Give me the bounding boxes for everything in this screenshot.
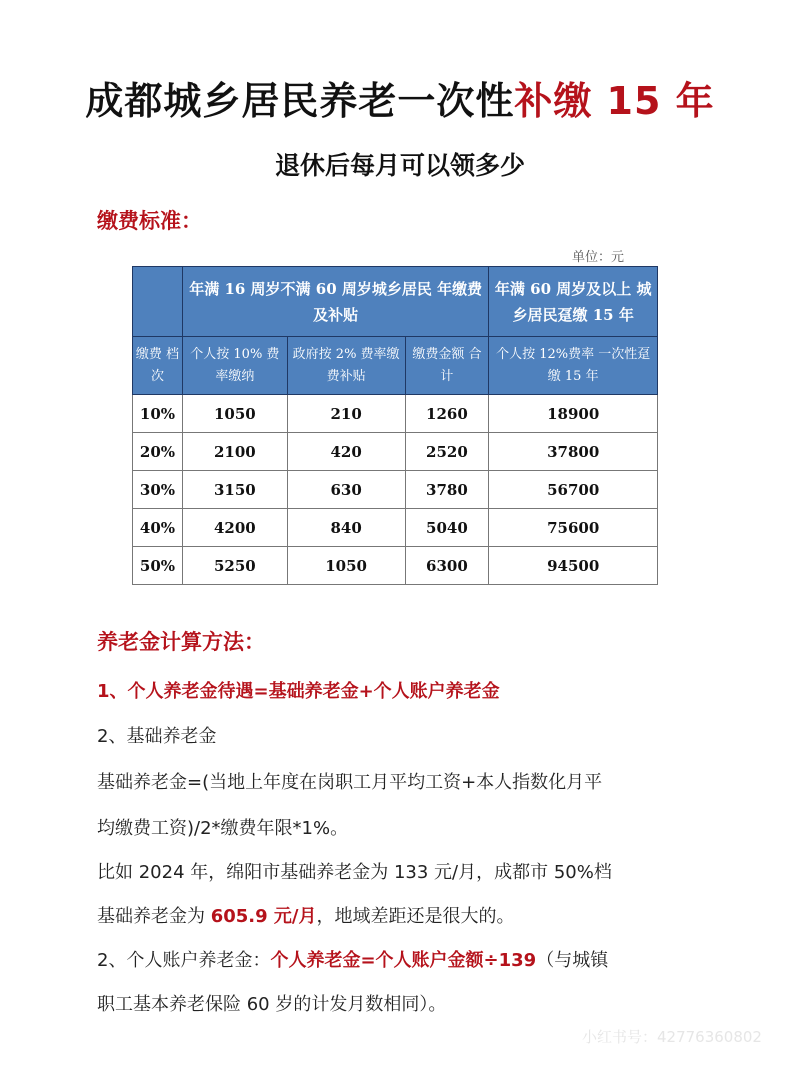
col-header-personal: 个人按 10% 费率缴纳 xyxy=(182,337,287,395)
cell-level: 20% xyxy=(133,433,183,471)
example-line-a: 比如 2024 年，绵阳市基础养老金为 133 元/月，成都市 50%档 xyxy=(97,862,612,883)
cell-total: 6300 xyxy=(405,547,489,585)
example-pre: 基础养老金为 xyxy=(97,906,211,927)
cell-subsidy: 420 xyxy=(287,433,405,471)
example-line-b xyxy=(97,902,515,928)
table-row xyxy=(133,395,658,433)
fee-standard-heading: 缴费标准： xyxy=(97,209,202,233)
cell-total: 5040 xyxy=(405,509,489,547)
col-header-total: 缴费金额 合计 xyxy=(405,337,489,395)
cell-personal: 2100 xyxy=(182,433,287,471)
cell-level: 40% xyxy=(133,509,183,547)
example-highlight: 605.9 元/月 xyxy=(210,906,317,927)
page-subtitle: 退休后每月可以领多少 xyxy=(274,151,525,180)
page-title xyxy=(0,70,800,125)
group-header-annual: 年满 16 周岁不满 60 周岁城乡居民 年缴费及补贴 xyxy=(182,267,488,337)
personal-pre: 2、个人账户养老金： xyxy=(97,950,271,971)
table-row xyxy=(133,509,658,547)
cell-lumpsum: 18900 xyxy=(489,395,658,433)
personal-post: （与城镇 xyxy=(536,950,609,971)
cell-personal: 3150 xyxy=(182,471,287,509)
cell-total: 1260 xyxy=(405,395,489,433)
formula-line-1: 1、个人养老金待遇=基础养老金+个人账户养老金 xyxy=(97,681,500,702)
cell-total: 3780 xyxy=(405,471,489,509)
cell-subsidy: 1050 xyxy=(287,547,405,585)
table-row xyxy=(133,471,658,509)
cell-subsidy: 630 xyxy=(287,471,405,509)
example-post: ，地域差距还是很大的。 xyxy=(316,906,515,927)
table-row xyxy=(133,433,658,471)
col-header-lumpsum: 个人按 12%费率 一次性趸缴 15 年 xyxy=(489,337,658,395)
cell-lumpsum: 56700 xyxy=(489,471,658,509)
cell-lumpsum: 75600 xyxy=(489,509,658,547)
cell-subsidy: 210 xyxy=(287,395,405,433)
col-header-level: 缴费 档次 xyxy=(133,337,183,395)
cell-personal: 4200 xyxy=(182,509,287,547)
fee-table xyxy=(132,266,658,585)
group-header-empty xyxy=(133,267,183,337)
cell-total: 2520 xyxy=(405,433,489,471)
col-header-subsidy: 政府按 2% 费率缴费补贴 xyxy=(287,337,405,395)
personal-account-line-b: 职工基本养老保险 60 岁的计发月数相同）。 xyxy=(97,994,447,1015)
basic-pension-formula-b: 均缴费工资)/2*缴费年限*1%。 xyxy=(97,818,349,839)
cell-level: 50% xyxy=(133,547,183,585)
title-black: 成都城乡居民养老一次性 xyxy=(85,79,515,123)
cell-lumpsum: 37800 xyxy=(489,433,658,471)
cell-personal: 1050 xyxy=(182,395,287,433)
cell-subsidy: 840 xyxy=(287,509,405,547)
table-row xyxy=(133,547,658,585)
personal-formula-highlight: 个人养老金=个人账户金额÷139 xyxy=(270,950,537,971)
group-header-lumpsum: 年满 60 周岁及以上 城乡居民趸缴 15 年 xyxy=(489,267,658,337)
cell-level: 10% xyxy=(133,395,183,433)
cell-personal: 5250 xyxy=(182,547,287,585)
basic-pension-formula-a: 基础养老金=(当地上年度在岗职工月平均工资+本人指数化月平 xyxy=(97,772,603,793)
calc-method-heading: 养老金计算方法： xyxy=(97,630,265,654)
title-red: 补缴 15 年 xyxy=(514,79,715,123)
personal-account-line-a xyxy=(97,946,608,972)
watermark: 小红书号：4277636080​2 xyxy=(582,1028,762,1046)
unit-label: 单位：元 xyxy=(572,250,625,265)
basic-pension-label: 2、基础养老金 xyxy=(97,726,217,747)
cell-level: 30% xyxy=(133,471,183,509)
cell-lumpsum: 94500 xyxy=(489,547,658,585)
